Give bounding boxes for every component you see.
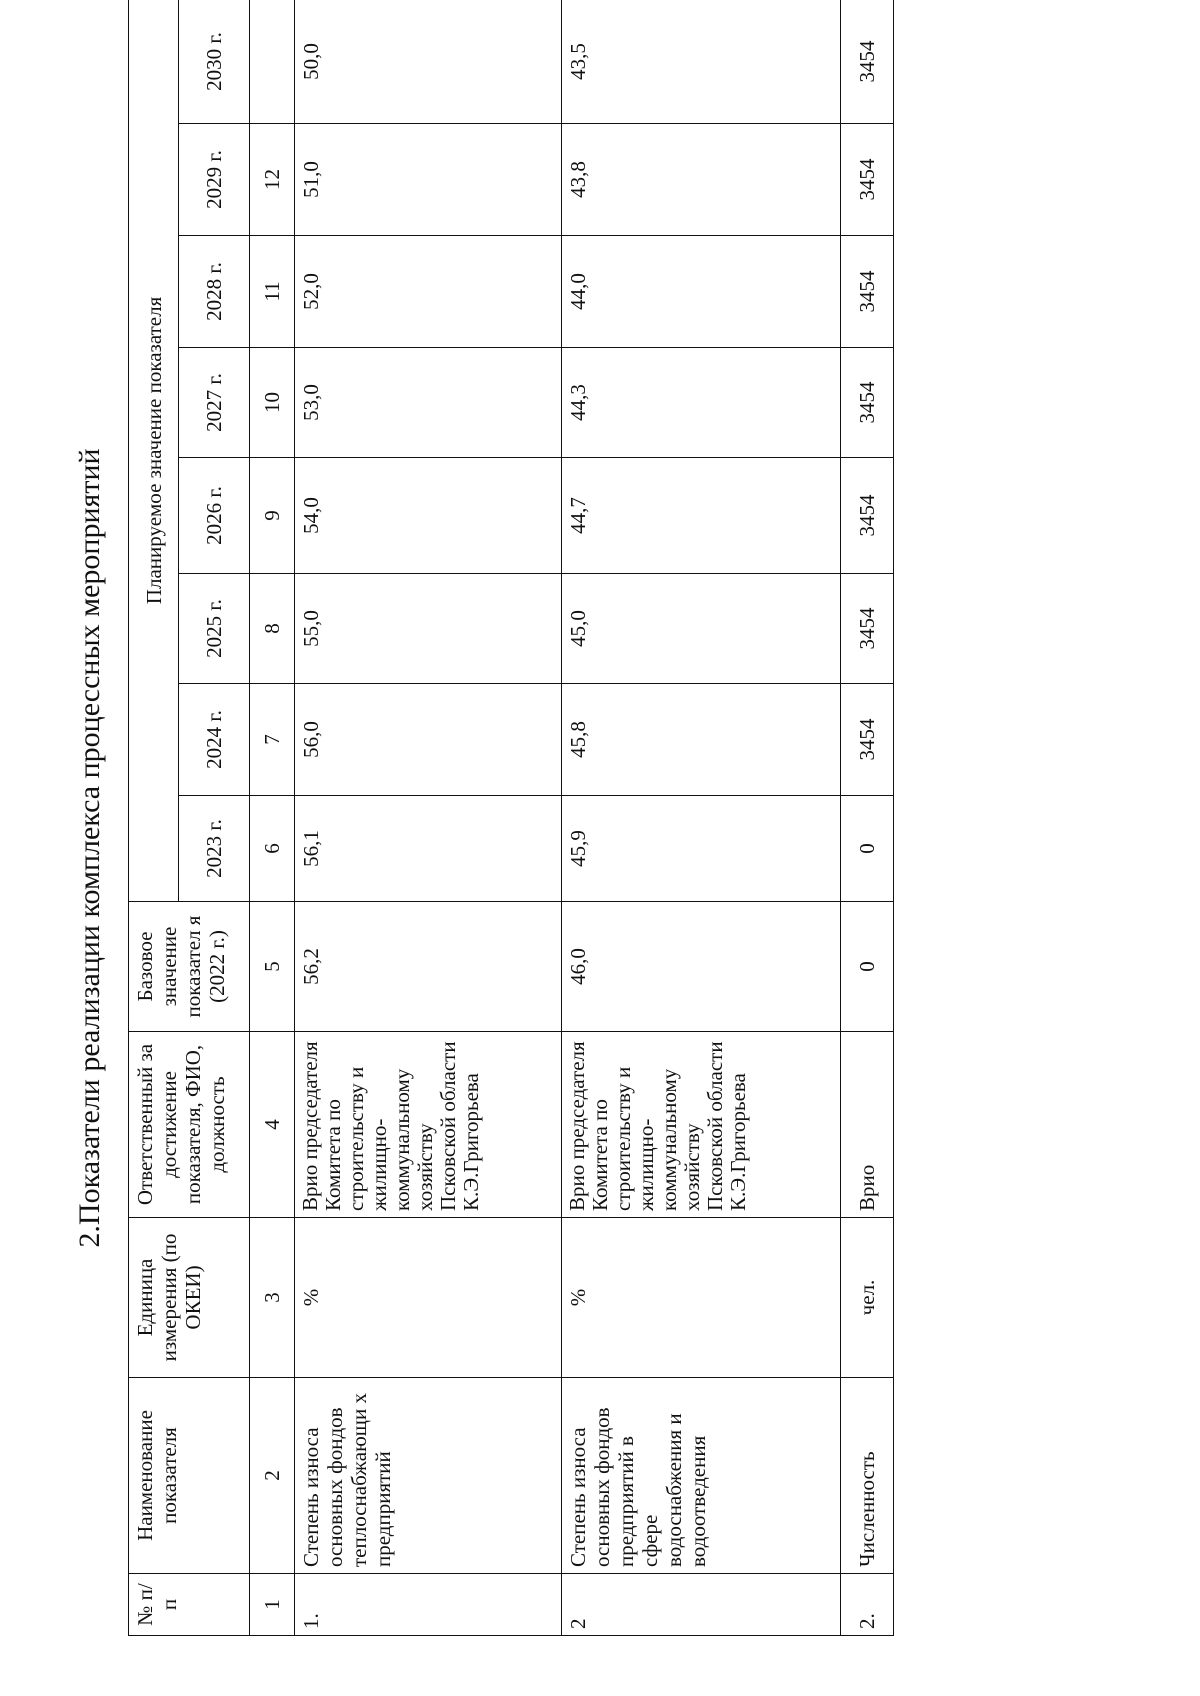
header-row bbox=[129, 0, 179, 1636]
header-base-value: Базовое значение показател я (2022 г.) bbox=[129, 902, 250, 1032]
year-value-cell: 44,3 bbox=[562, 348, 841, 458]
year-value-cell: 45,9 bbox=[562, 796, 841, 902]
unit-cell: % bbox=[562, 1218, 841, 1378]
rotated-document-page bbox=[70, 32, 1130, 1658]
document-title: 2.Показатели реализации комплекса процессных мероприятий bbox=[73, 448, 106, 1248]
header-year: 2030 г. bbox=[179, 0, 250, 124]
header-year: 2024 г. bbox=[179, 684, 250, 796]
unit-cell: чел. bbox=[841, 1218, 894, 1378]
header-year: 2027 г. bbox=[179, 348, 250, 458]
responsible-cell: Врио bbox=[841, 1032, 894, 1218]
year-value-cell: 3454 bbox=[841, 236, 894, 348]
year-value-cell: 56,0 bbox=[295, 684, 562, 796]
table-row bbox=[295, 0, 562, 1636]
indicator-name: Степень износа основных фондов предприятий в сфере водоснабжения и водоотведения bbox=[562, 1378, 841, 1574]
year-value-cell: 3454 bbox=[841, 458, 894, 574]
column-index: 2 bbox=[250, 1378, 295, 1574]
responsible-cell: Врио председателя Комитета по строительству и жилищно-коммунальному хозяйству Псковской области К.Э.Григорьева bbox=[562, 1032, 841, 1218]
row-number: 2. bbox=[841, 1574, 894, 1636]
table-row bbox=[562, 0, 841, 1636]
year-value-cell: 45,8 bbox=[562, 684, 841, 796]
year-value-cell: 54,0 bbox=[295, 458, 562, 574]
year-value-cell: 3454 bbox=[841, 0, 894, 124]
column-index-row bbox=[250, 0, 295, 1636]
header-responsible: Ответственный за достижение показателя, ФИО, должность bbox=[129, 1032, 250, 1218]
base-value-cell: 0 bbox=[841, 902, 894, 1032]
year-value-cell: 3454 bbox=[841, 684, 894, 796]
column-index: 1 bbox=[250, 1574, 295, 1636]
column-index bbox=[250, 0, 295, 124]
column-index: 5 bbox=[250, 902, 295, 1032]
year-value-cell: 43,5 bbox=[562, 0, 841, 124]
base-value-cell: 46,0 bbox=[562, 902, 841, 1032]
indicator-name: Степень износа основных фондов теплоснабжающи х предприятий bbox=[295, 1378, 562, 1574]
base-value-cell: 56,2 bbox=[295, 902, 562, 1032]
header-name: Наименование показателя bbox=[129, 1378, 250, 1574]
header-year: 2026 г. bbox=[179, 458, 250, 574]
year-value-cell: 45,0 bbox=[562, 574, 841, 684]
column-index: 7 bbox=[250, 684, 295, 796]
column-index: 10 bbox=[250, 348, 295, 458]
column-index: 12 bbox=[250, 124, 295, 236]
column-index: 3 bbox=[250, 1218, 295, 1378]
header-year: 2028 г. bbox=[179, 236, 250, 348]
header-year: 2023 г. bbox=[179, 796, 250, 902]
year-value-cell: 50,0 bbox=[295, 0, 562, 124]
indicator-name: Численность bbox=[841, 1378, 894, 1574]
year-value-cell: 3454 bbox=[841, 574, 894, 684]
column-index: 8 bbox=[250, 574, 295, 684]
year-value-cell: 55,0 bbox=[295, 574, 562, 684]
header-planned-value: Планируемое значение показателя bbox=[129, 0, 179, 902]
year-value-cell: 43,8 bbox=[562, 124, 841, 236]
table-row bbox=[841, 0, 894, 1636]
header-unit: Единица измерения (по ОКЕИ) bbox=[129, 1218, 250, 1378]
year-value-cell: 44,7 bbox=[562, 458, 841, 574]
column-index: 4 bbox=[250, 1032, 295, 1218]
column-index: 9 bbox=[250, 458, 295, 574]
row-number: 1. bbox=[295, 1574, 562, 1636]
year-value-cell: 52,0 bbox=[295, 236, 562, 348]
indicators-table bbox=[128, 0, 894, 1636]
year-value-cell: 3454 bbox=[841, 124, 894, 236]
year-value-cell: 44,0 bbox=[562, 236, 841, 348]
column-index: 6 bbox=[250, 796, 295, 902]
year-value-cell: 0 bbox=[841, 796, 894, 902]
header-num: № п/п bbox=[129, 1574, 250, 1636]
row-number: 2 bbox=[562, 1574, 841, 1636]
year-value-cell: 51,0 bbox=[295, 124, 562, 236]
year-value-cell: 3454 bbox=[841, 348, 894, 458]
responsible-cell: Врио председателя Комитета по строительству и жилищно-коммунальному хозяйству Псковской области К.Э.Григорьева bbox=[295, 1032, 562, 1218]
column-index: 11 bbox=[250, 236, 295, 348]
unit-cell: % bbox=[295, 1218, 562, 1378]
year-value-cell: 53,0 bbox=[295, 348, 562, 458]
header-year: 2029 г. bbox=[179, 124, 250, 236]
year-value-cell: 56,1 bbox=[295, 796, 562, 902]
header-year: 2025 г. bbox=[179, 574, 250, 684]
